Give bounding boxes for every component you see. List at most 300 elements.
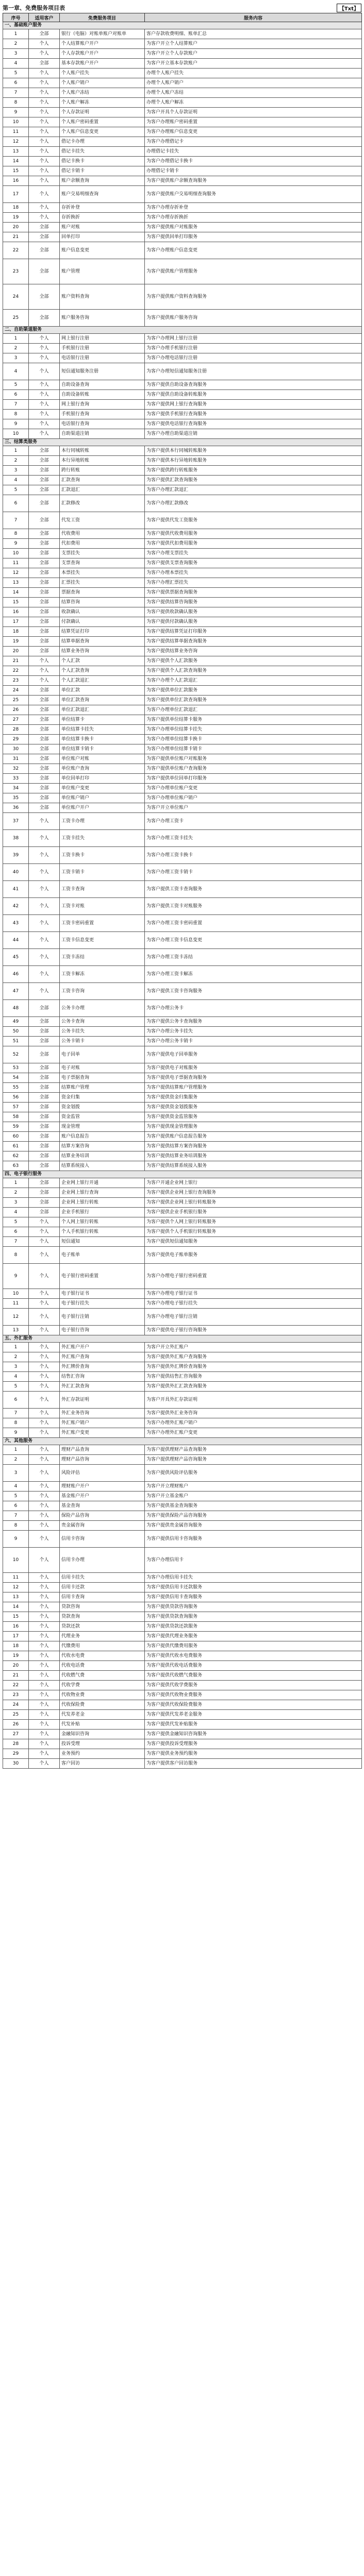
table-row: [3, 176, 362, 186]
row-number: 10: [3, 429, 29, 439]
row-service-item: 理财产品查询: [60, 1445, 145, 1455]
row-client: 个人: [29, 429, 60, 439]
row-service-item: 结算单据查询: [60, 637, 145, 647]
row-service-content: 为客户办理电子银行证书: [145, 1289, 362, 1299]
row-client: 全部: [29, 598, 60, 607]
row-client: 个人: [29, 127, 60, 137]
row-client: 个人: [29, 1720, 60, 1730]
row-number: 11: [3, 1573, 29, 1583]
table-row: [3, 1455, 362, 1465]
table-body: [3, 22, 362, 1769]
row-client: 个人: [29, 176, 60, 186]
row-service-item: 本行同城转账: [60, 446, 145, 456]
row-service-item: 手机银行查询: [60, 410, 145, 419]
row-service-item: 汇款查询: [60, 476, 145, 485]
table-row: [3, 49, 362, 59]
row-service-content: 为客户提供资金归集服务: [145, 1093, 362, 1103]
row-service-item: 代收燃气费: [60, 1671, 145, 1681]
table-row: [3, 1208, 362, 1217]
table-row: [3, 1465, 362, 1482]
row-service-item: 工资卡信息变更: [60, 932, 145, 949]
row-number: 8: [3, 1418, 29, 1428]
row-service-content: 为客户办理单位结算卡换卡: [145, 735, 362, 744]
row-service-content: 为客户办理账户信息变更: [145, 127, 362, 137]
row-number: 11: [3, 127, 29, 137]
row-client: 全部: [29, 529, 60, 539]
row-service-item: 手机银行注册: [60, 344, 145, 353]
row-client: 个人: [29, 1661, 60, 1671]
table-row: [3, 1573, 362, 1583]
row-service-content: 为客户提供贷款还款服务: [145, 1622, 362, 1632]
row-service-content: 为客户提供单位汇款查询服务: [145, 696, 362, 705]
row-service-item: 基金查询: [60, 1501, 145, 1511]
table-row: [3, 78, 362, 88]
row-client: 个人: [29, 1641, 60, 1651]
table-row: [3, 157, 362, 166]
row-service-item: 资金归集: [60, 1093, 145, 1103]
row-client: 个人: [29, 864, 60, 881]
row-number: 2: [3, 1188, 29, 1198]
table-row: [3, 1142, 362, 1151]
table-row: [3, 813, 362, 830]
row-number: 24: [3, 284, 29, 310]
row-number: 6: [3, 495, 29, 512]
row-client: 个人: [29, 1602, 60, 1612]
row-client: 个人: [29, 813, 60, 830]
row-service-item: 账户余额查询: [60, 176, 145, 186]
table-row: [3, 549, 362, 558]
row-service-content: 为客户办理电子银行密码重置: [145, 1264, 362, 1289]
table-row: [3, 466, 362, 476]
row-number: 57: [3, 1103, 29, 1112]
table-row: [3, 754, 362, 764]
table-row: [3, 29, 362, 39]
table-row: [3, 1217, 362, 1227]
section-title: 三、结算类服务: [3, 439, 362, 446]
row-number: 33: [3, 774, 29, 784]
row-number: 18: [3, 1641, 29, 1651]
row-service-item: 汇票挂失: [60, 578, 145, 588]
row-service-item: 外汇账户变更: [60, 1428, 145, 1438]
row-client: 个人: [29, 1700, 60, 1710]
row-service-content: 为客户提供外汇业务咨询: [145, 1409, 362, 1418]
table-row: [3, 1247, 362, 1264]
row-service-item: 电子银行挂失: [60, 1299, 145, 1309]
table-row: [3, 1418, 362, 1428]
row-number: 1: [3, 446, 29, 456]
row-client: 全部: [29, 1112, 60, 1122]
row-service-content: 为客户办理单位账户变更: [145, 784, 362, 793]
row-number: 10: [3, 1289, 29, 1299]
row-service-item: 单位汇款: [60, 686, 145, 696]
table-row: [3, 715, 362, 725]
table-row: [3, 1103, 362, 1112]
row-client: 个人: [29, 1264, 60, 1289]
row-service-content: 办理个人账户销户: [145, 78, 362, 88]
row-number: 14: [3, 1602, 29, 1612]
row-client: 全部: [29, 223, 60, 232]
table-row: [3, 744, 362, 754]
row-service-item: 结算咨询: [60, 598, 145, 607]
row-service-content: 为客户提供代收费用服务: [145, 529, 362, 539]
row-number: 6: [3, 390, 29, 400]
row-service-item: 个人账户挂失: [60, 69, 145, 78]
row-client: 个人: [29, 1247, 60, 1264]
row-client: 全部: [29, 627, 60, 637]
table-row: [3, 147, 362, 157]
row-service-item: 信用卡查询: [60, 1592, 145, 1602]
table-row: [3, 1583, 362, 1592]
row-number: 7: [3, 1409, 29, 1418]
row-number: 59: [3, 1122, 29, 1132]
row-service-content: 为客户办理本票挂失: [145, 568, 362, 578]
row-service-content: 为客户办理汇票挂失: [145, 578, 362, 588]
row-client: 个人: [29, 1309, 60, 1326]
row-service-content: 为客户办理单位汇款退汇: [145, 705, 362, 715]
row-client: 全部: [29, 568, 60, 578]
row-service-item: 基金账户开户: [60, 1492, 145, 1501]
row-service-content: 为客户提供代收燃气费服务: [145, 1671, 362, 1681]
row-service-content: 为客户提供企业手机银行服务: [145, 1208, 362, 1217]
row-service-item: 企业网上银行查询: [60, 1188, 145, 1198]
table-row: [3, 1632, 362, 1641]
row-service-item: 个人账户销户: [60, 78, 145, 88]
page-title: 第一章、免费服务项目表: [3, 5, 65, 11]
row-service-item: 收款确认: [60, 607, 145, 617]
row-client: 个人: [29, 847, 60, 864]
table-row: [3, 186, 362, 203]
table-row: [3, 1037, 362, 1046]
row-service-item: 资金划拨: [60, 1103, 145, 1112]
table-row: [3, 1622, 362, 1632]
row-service-item: 现金管理: [60, 1122, 145, 1132]
row-service-item: 代收费用: [60, 529, 145, 539]
row-service-item: 代收水电费: [60, 1651, 145, 1661]
row-service-item: 工资卡挂失: [60, 830, 145, 847]
row-service-content: 为客户提供账户服务咨询: [145, 310, 362, 327]
row-service-content: 办理借记卡挂失: [145, 147, 362, 157]
row-client: 个人: [29, 39, 60, 49]
row-number: 62: [3, 1151, 29, 1161]
row-service-content: 为客户办理工资卡密码重置: [145, 915, 362, 932]
row-service-content: 为客户办理电话银行注册: [145, 353, 362, 363]
table-row: [3, 1198, 362, 1208]
row-number: 37: [3, 813, 29, 830]
row-client: 全部: [29, 1208, 60, 1217]
section-title: 四、电子银行服务: [3, 1171, 362, 1178]
row-service-content: 为客户办理工资卡解冻: [145, 966, 362, 983]
row-client: 全部: [29, 29, 60, 39]
table-row: [3, 512, 362, 529]
row-service-content: 为客户办理网上银行注册: [145, 334, 362, 344]
table-row: [3, 380, 362, 390]
row-client: 个人: [29, 1428, 60, 1438]
row-number: 8: [3, 1247, 29, 1264]
row-service-content: 为客户提供投诉受理服务: [145, 1739, 362, 1749]
section-header-row: [3, 439, 362, 446]
table-row: [3, 1409, 362, 1418]
row-service-content: 为客户开立单位账户: [145, 803, 362, 813]
row-number: 23: [3, 1690, 29, 1700]
table-row: [3, 666, 362, 676]
row-service-content: 为客户提供结售汇咨询服务: [145, 1372, 362, 1382]
row-service-item: 电子银行密码重置: [60, 1264, 145, 1289]
row-service-item: 结售汇咨询: [60, 1372, 145, 1382]
row-service-content: 为客户提供结算账户管理服务: [145, 1083, 362, 1093]
table-row: [3, 1188, 362, 1198]
row-number: 25: [3, 1710, 29, 1720]
row-service-item: 金融知识咨询: [60, 1730, 145, 1739]
row-service-item: 汇款修改: [60, 495, 145, 512]
table-row: [3, 568, 362, 578]
section-title: 二、自助渠道服务: [3, 327, 362, 334]
row-number: 27: [3, 1730, 29, 1739]
row-service-item: 账户交易明细查询: [60, 186, 145, 203]
row-number: 3: [3, 1198, 29, 1208]
row-number: 7: [3, 400, 29, 410]
row-service-item: 电子账单: [60, 1247, 145, 1264]
row-number: 10: [3, 117, 29, 127]
row-number: 56: [3, 1093, 29, 1103]
row-number: 9: [3, 539, 29, 549]
table-row: [3, 1548, 362, 1573]
row-client: 全部: [29, 607, 60, 617]
row-service-content: 办理个人账户挂失: [145, 69, 362, 78]
row-service-item: 短信通知服务注册: [60, 363, 145, 380]
row-service-content: 为客户提供外汇牌价查询服务: [145, 1362, 362, 1372]
row-service-item: 客户回访: [60, 1759, 145, 1769]
row-service-item: 外汇汇款查询: [60, 1382, 145, 1392]
table-row: [3, 1382, 362, 1392]
row-client: 个人: [29, 1759, 60, 1769]
table-row: [3, 485, 362, 495]
row-number: 51: [3, 1037, 29, 1046]
row-client: 个人: [29, 78, 60, 88]
row-client: 个人: [29, 1690, 60, 1700]
row-service-item: 代发养老金: [60, 1710, 145, 1720]
row-number: 3: [3, 1465, 29, 1482]
row-number: 22: [3, 666, 29, 676]
row-client: 个人: [29, 1227, 60, 1237]
row-service-content: 为客户办理账户密码重置: [145, 117, 362, 127]
row-number: 27: [3, 715, 29, 725]
row-client: 全部: [29, 1188, 60, 1198]
table-row: [3, 495, 362, 512]
row-service-item: 账户信息变更: [60, 242, 145, 259]
table-row: [3, 1073, 362, 1083]
row-number: 12: [3, 568, 29, 578]
row-number: 5: [3, 1217, 29, 1227]
row-number: 12: [3, 1309, 29, 1326]
row-client: 个人: [29, 656, 60, 666]
row-client: 全部: [29, 59, 60, 69]
row-service-content: 为客户提供账户资料查询服务: [145, 284, 362, 310]
row-client: 个人: [29, 1739, 60, 1749]
row-service-item: 贵金属咨询: [60, 1521, 145, 1531]
row-service-content: 客户存款收费明细、账单汇总: [145, 29, 362, 39]
row-number: 18: [3, 203, 29, 213]
table-row: [3, 1000, 362, 1017]
table-row: [3, 400, 362, 410]
row-service-item: 工资卡对账: [60, 898, 145, 915]
row-service-item: 短信通知: [60, 1237, 145, 1247]
table-row: [3, 1027, 362, 1037]
section-header-row: [3, 22, 362, 29]
row-service-content: 为客户办理存折换折: [145, 213, 362, 223]
table-row: [3, 793, 362, 803]
row-service-item: 外汇牌价查询: [60, 1362, 145, 1372]
row-service-item: 单位汇款查询: [60, 696, 145, 705]
row-service-item: 结算系统接入: [60, 1161, 145, 1171]
row-service-content: 为客户提供电子回单服务: [145, 1046, 362, 1063]
row-client: 个人: [29, 203, 60, 213]
row-number: 20: [3, 1661, 29, 1671]
row-service-content: 为客户办理信用卡挂失: [145, 1573, 362, 1583]
row-number: 2: [3, 1352, 29, 1362]
row-service-content: 为客户提供客户回访服务: [145, 1759, 362, 1769]
row-service-content: 为客户提供个人手机银行转账服务: [145, 1227, 362, 1237]
row-service-content: 为客户提供账户管理服务: [145, 259, 362, 284]
row-service-content: 为客户提供结算凭证打印服务: [145, 627, 362, 637]
row-number: 3: [3, 466, 29, 476]
row-service-item: 单位结算卡销卡: [60, 744, 145, 754]
table-row: [3, 419, 362, 429]
row-client: 全部: [29, 1122, 60, 1132]
row-number: 13: [3, 578, 29, 588]
row-number: 29: [3, 735, 29, 744]
table-row: [3, 59, 362, 69]
row-service-item: 外汇账户开户: [60, 1343, 145, 1352]
row-service-item: 代扣费用: [60, 539, 145, 549]
row-number: 19: [3, 1651, 29, 1661]
row-service-content: 为客户提供贷款咨询服务: [145, 1602, 362, 1612]
row-client: 全部: [29, 284, 60, 310]
row-number: 10: [3, 1548, 29, 1573]
row-client: 全部: [29, 715, 60, 725]
row-client: 个人: [29, 1289, 60, 1299]
row-number: 18: [3, 627, 29, 637]
row-service-content: 为客户开立基本存款账户: [145, 59, 362, 69]
row-number: 9: [3, 1531, 29, 1548]
row-service-item: 电子对账: [60, 1063, 145, 1073]
table-row: [3, 353, 362, 363]
row-service-content: 为客户办理信用卡: [145, 1548, 362, 1573]
row-service-item: 个人汇款退汇: [60, 676, 145, 686]
row-client: 个人: [29, 98, 60, 108]
row-number: 7: [3, 88, 29, 98]
table-row: [3, 847, 362, 864]
row-client: 个人: [29, 344, 60, 353]
row-service-content: 为客户提供单位汇款服务: [145, 686, 362, 696]
row-client: 个人: [29, 334, 60, 344]
row-client: 全部: [29, 637, 60, 647]
row-client: 个人: [29, 1749, 60, 1759]
row-client: 全部: [29, 1046, 60, 1063]
table-row: [3, 1690, 362, 1700]
table-row: [3, 117, 362, 127]
row-number: 17: [3, 1632, 29, 1641]
table-row: [3, 1326, 362, 1335]
row-client: 个人: [29, 1583, 60, 1592]
row-number: 21: [3, 656, 29, 666]
row-service-item: 企业网上银行开通: [60, 1178, 145, 1188]
table-row: [3, 1151, 362, 1161]
row-service-content: 为客户提供单位结算卡服务: [145, 715, 362, 725]
row-service-item: 外汇账户销户: [60, 1418, 145, 1428]
row-service-content: 为客户开立基金账户: [145, 1492, 362, 1501]
table-row: [3, 334, 362, 344]
row-number: 35: [3, 793, 29, 803]
row-service-item: 代发工资: [60, 512, 145, 529]
row-number: 4: [3, 1208, 29, 1217]
row-client: 全部: [29, 1000, 60, 1017]
row-number: 17: [3, 186, 29, 203]
row-service-item: 自助设备查询: [60, 380, 145, 390]
table-row: [3, 166, 362, 176]
row-service-content: 为客户提供保险产品咨询服务: [145, 1511, 362, 1521]
row-client: 个人: [29, 1392, 60, 1409]
row-service-content: 为客户提供理财产品咨询服务: [145, 1455, 362, 1465]
row-service-content: 为客户办理汇款退汇: [145, 485, 362, 495]
table-row: [3, 1428, 362, 1438]
column-header: 免费服务项目: [60, 13, 145, 22]
row-service-content: 为客户办理自助渠道注销: [145, 429, 362, 439]
table-row: [3, 1264, 362, 1289]
row-service-item: 外汇存款证明: [60, 1392, 145, 1409]
table-row: [3, 637, 362, 647]
row-service-item: 电子银行注销: [60, 1309, 145, 1326]
row-service-item: 借记卡办理: [60, 137, 145, 147]
row-service-item: 单位结算卡换卡: [60, 735, 145, 744]
row-number: 52: [3, 1046, 29, 1063]
table-row: [3, 456, 362, 466]
row-service-item: 付款确认: [60, 617, 145, 627]
row-service-content: 为客户提供代收学费服务: [145, 1681, 362, 1690]
row-service-item: 理财账户开户: [60, 1482, 145, 1492]
row-number: 49: [3, 1017, 29, 1027]
table-row: [3, 1661, 362, 1671]
row-client: 全部: [29, 705, 60, 715]
row-number: 20: [3, 647, 29, 656]
row-service-item: 网上银行注册: [60, 334, 145, 344]
row-service-item: 单位账户销户: [60, 793, 145, 803]
table-row: [3, 864, 362, 881]
table-row: [3, 1178, 362, 1188]
section-header-row: [3, 1171, 362, 1178]
row-client: 全部: [29, 1093, 60, 1103]
row-service-content: 为客户提供代收物业费服务: [145, 1690, 362, 1700]
row-client: 个人: [29, 881, 60, 898]
row-service-content: 为客户提供代缴费用服务: [145, 1641, 362, 1651]
row-client: 全部: [29, 735, 60, 744]
table-header-row: [3, 13, 362, 22]
row-service-item: 单位结算卡挂失: [60, 725, 145, 735]
row-client: 全部: [29, 803, 60, 813]
row-client: 个人: [29, 400, 60, 410]
row-number: 4: [3, 59, 29, 69]
row-number: 6: [3, 1501, 29, 1511]
row-service-item: 结算账户管理: [60, 1083, 145, 1093]
section-title: 六、其他服务: [3, 1438, 362, 1445]
row-client: 个人: [29, 1352, 60, 1362]
row-service-content: 为客户提供工资卡咨询服务: [145, 983, 362, 1000]
row-number: 4: [3, 476, 29, 485]
table-row: [3, 932, 362, 949]
table-row: [3, 558, 362, 568]
row-service-content: 为客户提供代收电话费服务: [145, 1661, 362, 1671]
row-client: 全部: [29, 1178, 60, 1188]
section-header-row: [3, 1335, 362, 1343]
